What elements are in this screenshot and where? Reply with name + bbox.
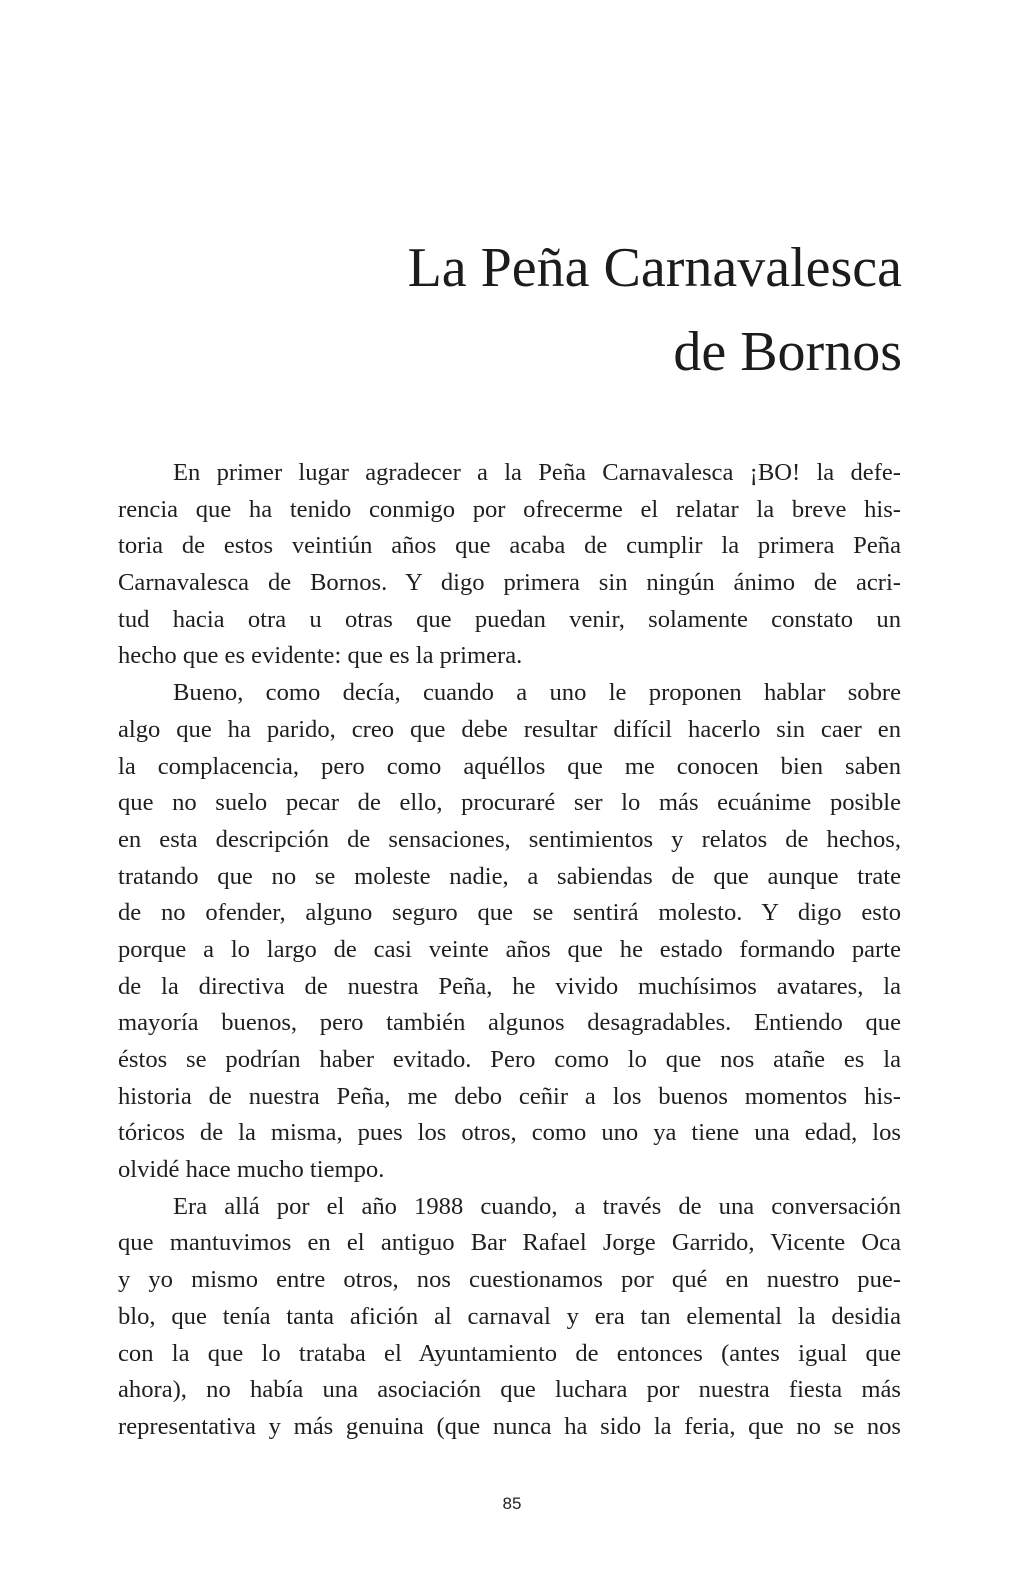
text-line: porque a lo largo de casi veinte años que he estado formando parte bbox=[118, 935, 901, 963]
chapter-title-line-2: de Bornos bbox=[673, 321, 902, 383]
text-line: representativa y más genuina (que nunca ha sido la feria, que no se nos bbox=[118, 1412, 901, 1440]
text-line: algo que ha parido, creo que debe resultar difícil hacerlo sin caer en bbox=[118, 715, 901, 743]
text-line: con la que lo trataba el Ayuntamiento de entonces (antes igual que bbox=[118, 1339, 901, 1367]
text-line: de la directiva de nuestra Peña, he vivido muchísimos avatares, la bbox=[118, 972, 901, 1000]
text-line: ahora), no había una asociación que luchara por nuestra fiesta más bbox=[118, 1376, 901, 1404]
text-line: historia de nuestra Peña, me debo ceñir a los buenos momentos his- bbox=[118, 1082, 901, 1110]
text-line: que mantuvimos en el antiguo Bar Rafael Jorge Garrido, Vicente Oca bbox=[118, 1229, 901, 1257]
body-text bbox=[118, 455, 901, 1446]
chapter-title bbox=[408, 226, 902, 394]
text-line: Bueno, como decía, cuando a uno le proponen hablar sobre bbox=[173, 679, 901, 707]
text-line: hecho que es evidente: que es la primera. bbox=[118, 642, 523, 670]
text-line: éstos se podrían haber evitado. Pero como lo que nos atañe es la bbox=[118, 1046, 901, 1073]
text-line: en esta descripción de sensaciones, sentimientos y relatos de hechos, bbox=[118, 825, 901, 853]
text-line: toria de estos veintiún años que acaba de cumplir la primera Peña bbox=[118, 532, 901, 560]
text-line: tratando que no se moleste nadie, a sabiendas de que aunque trate bbox=[118, 862, 901, 890]
text-line: Era allá por el año 1988 cuando, a través de una conversación bbox=[173, 1192, 901, 1220]
text-line: de no ofender, alguno seguro que se sentirá molesto. Y digo esto bbox=[118, 899, 901, 927]
text-line: olvidé hace mucho tiempo. bbox=[118, 1156, 385, 1184]
text-line: Carnavalesca de Bornos. Y digo primera sin ningún ánimo de acri- bbox=[118, 569, 901, 597]
text-line: mayoría buenos, pero también algunos desagradables. Entiendo que bbox=[118, 1009, 901, 1037]
text-line: rencia que ha tenido conmigo por ofrecerme el relatar la breve his- bbox=[118, 495, 901, 523]
text-line: la complacencia, pero como aquéllos que me conocen bien saben bbox=[118, 752, 901, 780]
page-number: 85 bbox=[502, 1494, 522, 1513]
text-line: tóricos de la misma, pues los otros, como uno ya tiene una edad, los bbox=[118, 1119, 901, 1147]
text-line: blo, que tenía tanta afición al carnaval y era tan elemental la desidia bbox=[118, 1302, 901, 1330]
text-line: En primer lugar agradecer a la Peña Carnavalesca ¡BO! la defe- bbox=[173, 459, 901, 486]
text-line: tud hacia otra u otras que puedan venir, solamente constato un bbox=[118, 605, 901, 633]
text-line: y yo mismo entre otros, nos cuestionamos por qué en nuestro pue- bbox=[118, 1266, 901, 1294]
chapter-title-line-1: La Peña Carnavalesca bbox=[407, 237, 902, 299]
text-line: que no suelo pecar de ello, procuraré ser lo más ecuánime posible bbox=[118, 789, 901, 817]
